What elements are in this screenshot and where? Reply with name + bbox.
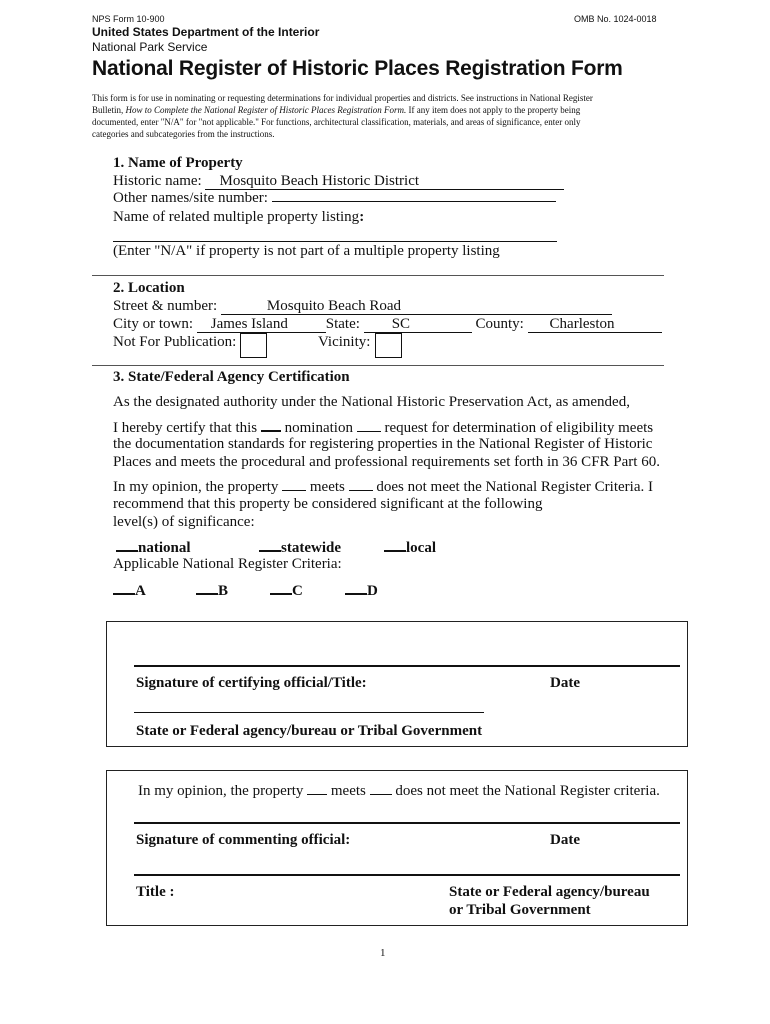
na-note: (Enter "N/A" if property is not part of a multiple property listing (113, 243, 500, 259)
intro-line-2-end: If any item does not apply to the property being (406, 105, 581, 115)
level-national-label: national (138, 540, 191, 556)
opinion-line-1 (113, 478, 653, 496)
vicinity-checkbox[interactable] (375, 333, 402, 358)
county-field[interactable]: Charleston (528, 316, 662, 333)
criterion-a-blank[interactable] (113, 581, 135, 595)
certify-line-3: Places and meets the procedural and professional requirements set forth in 36 CFR Part 60. (113, 454, 660, 470)
level-statewide-blank[interactable] (259, 538, 281, 552)
criterion-d-label: D (367, 583, 378, 599)
certify-line-1 (113, 418, 653, 437)
not-for-publication-checkbox[interactable] (240, 333, 267, 358)
state-label: State: (325, 316, 360, 332)
criterion-c[interactable] (270, 581, 303, 600)
city-label: City or town: (113, 316, 194, 332)
state-field[interactable]: SC (364, 316, 472, 333)
level-local[interactable] (384, 538, 436, 557)
related-listing-row (113, 209, 364, 226)
opinion-line-2: recommend that this property be considered significant at the following (113, 496, 543, 512)
opinion-text-start: In my opinion, the property (113, 479, 279, 495)
historic-name-row (113, 173, 564, 190)
commenting-signature-label: Signature of commenting official: (136, 832, 351, 848)
criterion-b-blank[interactable] (196, 581, 218, 595)
intro-line-3: documented, enter "N/A" for "not applicable." For functions, architectural classification, materials, and areas of significance, enter only (92, 117, 581, 127)
comment-opinion-line (138, 782, 660, 800)
omb-number: OMB No. 1024-0018 (574, 14, 657, 24)
related-listing-colon: : (359, 209, 365, 225)
related-listing-label: Name of related multiple property listing (113, 209, 360, 225)
criterion-d-blank[interactable] (345, 581, 367, 595)
criterion-c-blank[interactable] (270, 581, 292, 595)
section-3-heading: 3. State/Federal Agency Certification (113, 369, 350, 385)
meets-option: meets (309, 479, 345, 495)
historic-name-field[interactable]: Mosquito Beach Historic District (205, 173, 564, 190)
comment-opinion-end: does not meet the National Register criteria. (395, 783, 660, 799)
level-local-blank[interactable] (384, 538, 406, 552)
street-row (113, 298, 612, 315)
criterion-b-label: B (218, 583, 229, 599)
level-national-blank[interactable] (116, 538, 138, 552)
criteria-label: Applicable National Register Criteria: (113, 556, 342, 572)
certify-text-start: I hereby certify that this (113, 420, 258, 436)
comment-meets-blank[interactable] (307, 782, 327, 795)
comment-does-not-meet-blank[interactable] (370, 782, 392, 795)
intro-line-2-start: Bulletin, (92, 105, 126, 115)
certify-text-end: request for determination of eligibility meets (384, 420, 654, 436)
section-1-heading: 1. Name of Property (113, 155, 243, 171)
page-number: 1 (380, 947, 386, 959)
certifying-agency-line[interactable] (134, 712, 484, 713)
certifying-signature-line[interactable] (134, 665, 680, 667)
not-for-publication-label: Not For Publication: (113, 334, 237, 350)
commenting-agency-label-1: State or Federal agency/bureau (449, 884, 650, 900)
authority-statement: As the designated authority under the National Historic Preservation Act, as amended, (113, 394, 630, 410)
other-names-field[interactable] (272, 201, 556, 202)
opinion-text-end: does not meet the National Register Criteria. I (376, 479, 653, 495)
other-names-label: Other names/site number: (113, 190, 268, 206)
historic-name-label: Historic name: (113, 173, 202, 189)
comment-meets-option: meets (330, 783, 366, 799)
intro-line-2 (92, 104, 682, 116)
intro-line-1: This form is for use in nominating or requesting determinations for individual properties and districts. See instructions in National Register (92, 93, 593, 103)
section-divider-1 (92, 275, 664, 276)
opinion-line-3: level(s) of significance: (113, 514, 255, 530)
commenting-title-label: Title : (136, 884, 175, 900)
criterion-a-label: A (135, 583, 146, 599)
street-label: Street & number: (113, 298, 218, 314)
commenting-agency-label-2: or Tribal Government (449, 902, 591, 918)
page-title: National Register of Historic Places Registration Form (92, 57, 623, 80)
commenting-signature-line[interactable] (134, 822, 680, 824)
criterion-d[interactable] (345, 581, 378, 600)
commenting-title-line[interactable] (134, 874, 680, 876)
meets-blank[interactable] (282, 478, 306, 491)
criterion-b[interactable] (196, 581, 228, 600)
comment-opinion-start: In my opinion, the property (138, 783, 304, 799)
criterion-a[interactable] (113, 581, 146, 600)
certify-line-2: the documentation standards for registering properties in the National Register of Historic (113, 436, 653, 452)
certifying-date-label: Date (550, 675, 580, 691)
section-divider-2 (92, 365, 664, 366)
does-not-meet-blank[interactable] (349, 478, 373, 491)
intro-line-4: categories and subcategories from the instructions. (92, 129, 275, 139)
form-number: NPS Form 10-900 (92, 14, 165, 24)
city-state-county-row (113, 316, 662, 333)
intro-bulletin-title: How to Complete the National Register of Historic Places Registration Form. (125, 105, 407, 115)
level-statewide[interactable] (259, 538, 341, 557)
street-field[interactable]: Mosquito Beach Road (221, 298, 612, 315)
commenting-date-label: Date (550, 832, 580, 848)
level-statewide-label: statewide (281, 540, 341, 556)
department-name: United States Department of the Interior (92, 25, 320, 39)
intro-paragraph (92, 92, 682, 140)
criterion-c-label: C (292, 583, 303, 599)
nomination-option: nomination (284, 420, 353, 436)
level-national[interactable] (116, 538, 191, 557)
related-listing-field[interactable] (113, 225, 557, 242)
certifying-agency-label: State or Federal agency/bureau or Tribal Government (136, 723, 483, 739)
level-local-label: local (406, 540, 436, 556)
agency-name: National Park Service (92, 40, 208, 54)
request-blank[interactable] (357, 419, 381, 432)
section-2-heading: 2. Location (113, 280, 185, 296)
city-field[interactable]: James Island (197, 316, 326, 333)
county-label: County: (475, 316, 524, 332)
vicinity-label: Vicinity: (318, 334, 371, 350)
nomination-blank[interactable] (261, 418, 281, 432)
other-names-row (113, 190, 556, 207)
certifying-signature-label: Signature of certifying official/Title: (136, 675, 367, 691)
